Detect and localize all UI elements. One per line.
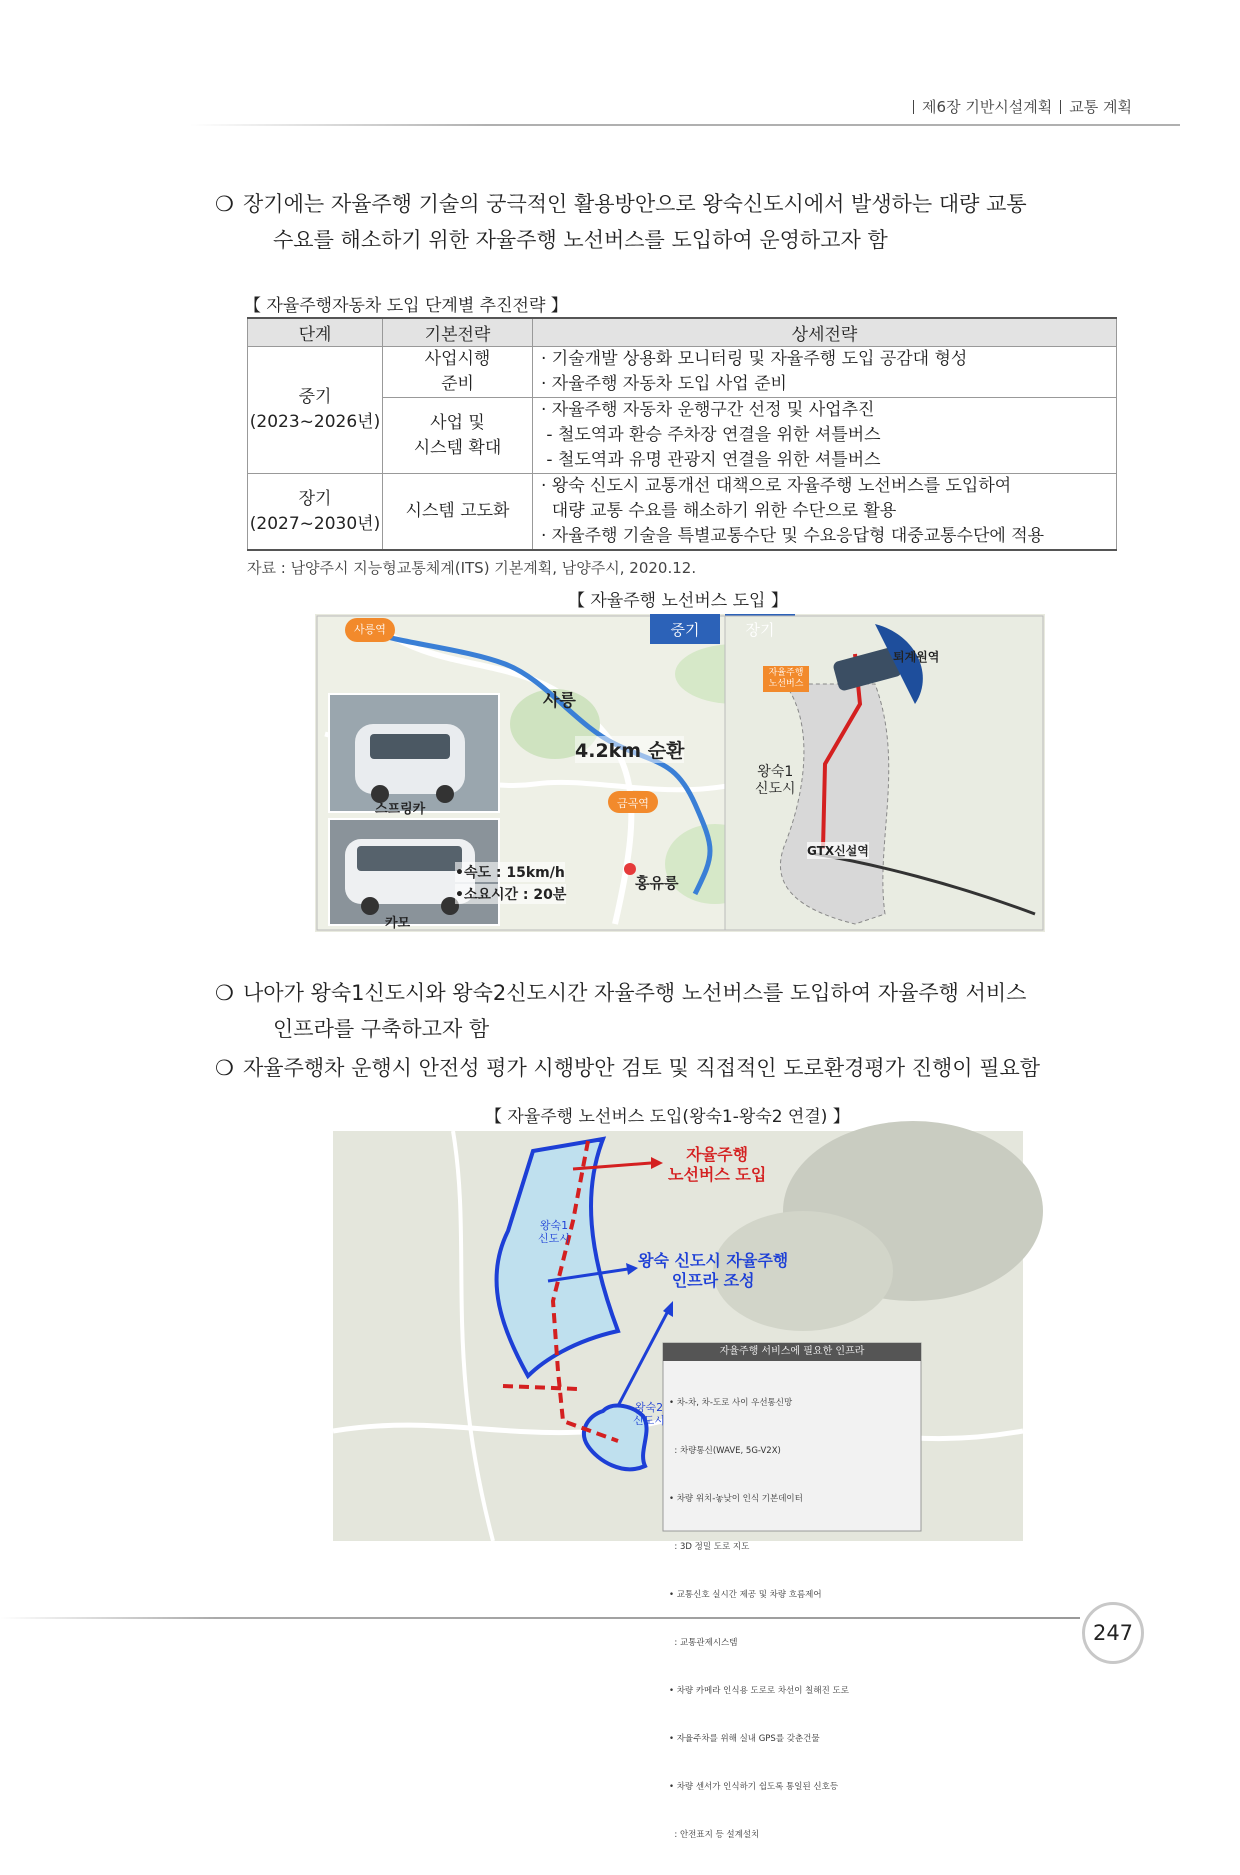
infra-box-title: 자율주행 서비스에 필요한 인프라 xyxy=(719,1346,865,1357)
list-item: • 교통신호 실시간 제공 및 차량 흐름제어 xyxy=(669,1590,822,1600)
callout-line: 노선버스 도입 xyxy=(668,1165,767,1184)
blue-callout xyxy=(638,1251,788,1291)
basic-line: 시스템 확대 xyxy=(413,437,502,458)
detail-line: · 자율주행 자동차 도입 사업 준비 xyxy=(541,374,787,394)
paragraph-line: 나아가 왕숙1신도시와 왕숙2신도시간 자율주행 노선버스를 도입하여 자율주행 서비스 xyxy=(243,981,1027,1005)
table-caption: 【 자율주행자동차 도입 단계별 추진전략 】 xyxy=(244,296,568,316)
badge-line: 노선버스 xyxy=(768,679,804,689)
area-line: 왕숙1 xyxy=(757,764,794,780)
detail-cell xyxy=(533,474,1117,551)
stage-period: (2027~2030년) xyxy=(249,513,381,534)
callout-line: 자율주행 xyxy=(686,1145,749,1164)
figure2-caption: 【 자율주행 노선버스 도입(왕숙1-왕숙2 연결) 】 xyxy=(485,1107,850,1127)
station-label: 퇴계원역 xyxy=(893,650,940,664)
list-item: : 차량통신(WAVE, 5G-V2X) xyxy=(669,1446,781,1456)
detail-line: - 철도역과 유명 관광지 연결을 위한 셔틀버스 xyxy=(541,450,881,470)
detail-line: 대량 교통 수요를 해소하기 위한 수단으로 활용 xyxy=(541,501,897,521)
figure2-map xyxy=(333,1131,1023,1840)
paragraph-line: 인프라를 구축하고자 함 xyxy=(273,1017,490,1041)
paragraph-line: 자율주행차 운행시 안전성 평가 시행방안 검토 및 직접적인 도로환경평가 진행이 필요함 xyxy=(243,1056,1041,1080)
list-item: • 차량 카메라 인식용 도로로 차선이 칠해진 도로 xyxy=(669,1686,849,1696)
vehicle-label: 스프링카 xyxy=(375,802,426,817)
list-item: : 교통관제시스템 xyxy=(669,1638,738,1648)
stage-name: 중기 xyxy=(298,387,332,407)
area-line: 왕숙2 xyxy=(634,1401,664,1414)
area-line: 신도시 xyxy=(538,1232,570,1245)
badge-line: 자율주행 xyxy=(768,668,804,678)
paragraph-line: 장기에는 자율주행 기술의 궁극적인 활용방안으로 왕숙신도시에서 발생하는 대량 교통 xyxy=(243,192,1027,216)
col-header-detail: 상세전략 xyxy=(533,318,1117,347)
col-header-basic: 기본전략 xyxy=(383,318,533,347)
callout-line: 인프라 조성 xyxy=(671,1271,755,1290)
header-divider xyxy=(913,100,914,114)
header-section: 교통 계획 xyxy=(1069,98,1132,116)
area-line: 신도시 xyxy=(755,781,796,797)
place-label: 홍유릉 xyxy=(635,874,679,892)
area-line: 신도시 xyxy=(633,1414,665,1427)
detail-line: - 철도역과 환승 주차장 연결을 위한 셔틀버스 xyxy=(541,425,881,445)
route-length-label: 4.2km 순환 xyxy=(575,736,684,763)
stage-period: (2023~2026년) xyxy=(249,412,381,432)
area2-label xyxy=(633,1401,665,1427)
stage-cell xyxy=(248,347,383,474)
detail-cell xyxy=(533,347,1117,398)
list-item: • 차량 센서가 인식하기 쉽도록 통일된 신호등 xyxy=(669,1782,839,1792)
figure1-caption: 【 자율주행 노선버스 도입 】 xyxy=(568,591,788,611)
basic-cell xyxy=(383,347,533,398)
station-label: 사릉역 xyxy=(354,623,386,636)
list-item: : 안전표지 등 설계설치 xyxy=(669,1830,760,1840)
speed-label: •속도 : 15km/h xyxy=(455,862,565,882)
table-row xyxy=(248,347,1117,398)
red-callout xyxy=(668,1145,766,1185)
detail-cell xyxy=(533,398,1117,474)
list-item: : 3D 정밀 도로 지도 xyxy=(669,1542,750,1552)
infra-box-list xyxy=(669,1363,919,1875)
detail-line: · 기술개발 상용화 모니터링 및 자율주행 도입 공감대 형성 xyxy=(541,349,968,369)
list-item: • 차-차, 차-도로 사이 우선통신망 xyxy=(669,1398,793,1408)
figure1-map xyxy=(315,614,1045,932)
table-row xyxy=(248,474,1117,551)
tab-mid-term: 중기 xyxy=(670,621,700,639)
col-header-stage: 단계 xyxy=(248,318,383,347)
area1-label xyxy=(538,1219,570,1245)
area-line: 왕숙1 xyxy=(539,1219,569,1232)
footer-rule xyxy=(0,1617,1080,1619)
header-rule xyxy=(190,124,1180,126)
basic-line: 사업 및 xyxy=(430,412,485,433)
table-source: 자료 : 남양주시 지능형교통체계(ITS) 기본계획, 남양주시, 2020.12. xyxy=(247,559,697,577)
paragraph-line: 수요를 해소하기 위한 자율주행 노선버스를 도입하여 운영하고자 함 xyxy=(273,228,888,252)
station-label: GTX신설역 xyxy=(807,844,869,858)
detail-line: · 자율주행 기술을 특별교통수단 및 수요응답형 대중교통수단에 적용 xyxy=(541,526,1045,546)
basic-cell: 시스템 고도화 xyxy=(383,474,533,551)
bullet-circle-icon: ❍ xyxy=(215,192,234,216)
basic-cell xyxy=(383,398,533,474)
stage-name: 장기 xyxy=(298,488,332,509)
basic-line: 사업시행 xyxy=(424,349,491,369)
callout-line: 왕숙 신도시 자율주행 xyxy=(638,1251,789,1270)
area-label xyxy=(755,764,796,798)
vehicle-label: 카모 xyxy=(385,916,411,931)
paragraph-2 xyxy=(215,975,1123,1047)
duration-label: •소요시간 : 20분 xyxy=(455,884,566,904)
strategy-table xyxy=(247,317,1117,551)
page-number: 247 xyxy=(1082,1602,1144,1664)
table-header-row xyxy=(248,318,1117,347)
paragraph-1 xyxy=(215,186,1123,258)
basic-line: 준비 xyxy=(441,374,474,394)
list-item: • 차량 위치-놓낮이 인식 기본데이터 xyxy=(669,1494,803,1504)
running-header xyxy=(905,96,1132,117)
detail-line: · 자율주행 자동차 운행구간 선정 및 사업추진 xyxy=(541,400,875,420)
bus-badge xyxy=(763,668,809,690)
header-chapter: 제6장 기반시설계획 xyxy=(922,98,1053,116)
detail-line: · 왕숙 신도시 교통개선 대책으로 자율주행 노선버스를 도입하여 xyxy=(541,476,1012,496)
paragraph-3 xyxy=(215,1050,1123,1086)
header-divider xyxy=(1060,100,1061,114)
list-item: • 자율주차를 위해 실내 GPS를 갖춘건물 xyxy=(669,1734,820,1744)
stage-cell xyxy=(248,474,383,551)
bullet-circle-icon: ❍ xyxy=(215,1056,234,1080)
place-label: 사릉 xyxy=(543,691,576,711)
tab-long-term: 장기 xyxy=(745,621,775,639)
bullet-circle-icon: ❍ xyxy=(215,981,234,1005)
station-label: 금곡역 xyxy=(617,797,649,810)
